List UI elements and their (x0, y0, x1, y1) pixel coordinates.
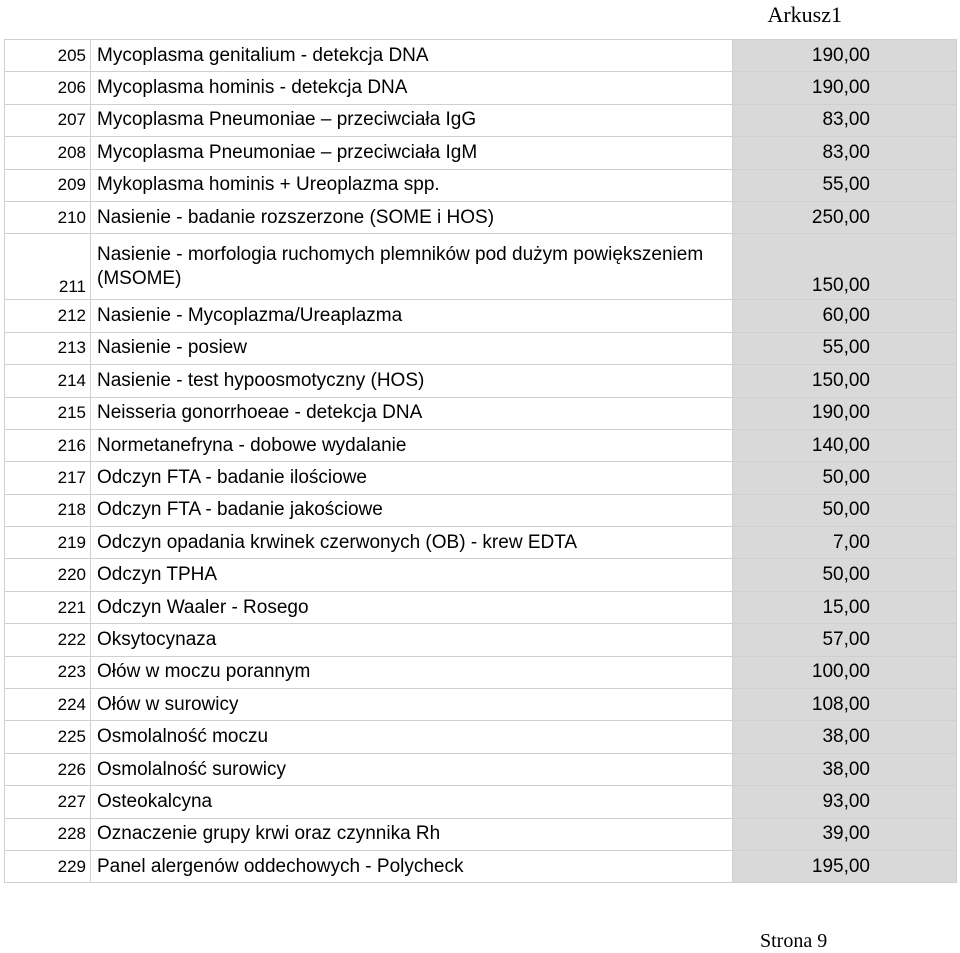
test-price: 7,00 (733, 527, 957, 559)
test-name: Nasienie - posiew (91, 332, 733, 364)
table-row (5, 40, 957, 72)
table-row (5, 494, 957, 526)
test-price: 195,00 (733, 850, 957, 882)
table-row (5, 462, 957, 494)
table-row (5, 850, 957, 882)
row-number: 214 (5, 365, 91, 397)
table-row (5, 137, 957, 169)
test-price: 190,00 (733, 72, 957, 104)
row-number: 209 (5, 169, 91, 201)
sheet-name: Arkusz1 (767, 2, 842, 27)
row-number: 207 (5, 104, 91, 136)
test-price: 108,00 (733, 689, 957, 721)
table-row (5, 104, 957, 136)
row-number: 221 (5, 591, 91, 623)
row-number: 226 (5, 753, 91, 785)
row-number: 228 (5, 818, 91, 850)
table-row (5, 656, 957, 688)
row-number: 215 (5, 397, 91, 429)
row-number: 225 (5, 721, 91, 753)
row-number: 208 (5, 137, 91, 169)
test-price: 150,00 (733, 234, 957, 300)
row-number: 212 (5, 300, 91, 332)
table-row (5, 818, 957, 850)
test-name: Odczyn opadania krwinek czerwonych (OB) - krew EDTA (91, 527, 733, 559)
row-number: 227 (5, 786, 91, 818)
row-number: 219 (5, 527, 91, 559)
row-number: 222 (5, 624, 91, 656)
table-row (5, 624, 957, 656)
table-row (5, 169, 957, 201)
table-row (5, 397, 957, 429)
test-name: Nasienie - test hypoosmotyczny (HOS) (91, 365, 733, 397)
test-name: Nasienie - morfologia ruchomych plemników pod dużym powiększeniem (MSOME) (91, 234, 733, 300)
test-price: 100,00 (733, 656, 957, 688)
test-price: 83,00 (733, 137, 957, 169)
table-row (5, 786, 957, 818)
test-name: Mycoplasma Pneumoniae – przeciwciała IgG (91, 104, 733, 136)
table-row (5, 234, 957, 300)
test-name: Mycoplasma genitalium - detekcja DNA (91, 40, 733, 72)
test-name: Panel alergenów oddechowych - Polycheck (91, 850, 733, 882)
table-row (5, 201, 957, 233)
test-name: Odczyn TPHA (91, 559, 733, 591)
row-number: 223 (5, 656, 91, 688)
table-row (5, 72, 957, 104)
test-price: 190,00 (733, 397, 957, 429)
row-number: 211 (5, 234, 91, 300)
test-price: 38,00 (733, 721, 957, 753)
row-number: 213 (5, 332, 91, 364)
test-price: 55,00 (733, 169, 957, 201)
test-name: Osmolalność moczu (91, 721, 733, 753)
test-name: Osmolalność surowicy (91, 753, 733, 785)
test-price: 50,00 (733, 559, 957, 591)
table-row (5, 753, 957, 785)
test-name: Neisseria gonorrhoeae - detekcja DNA (91, 397, 733, 429)
test-price: 140,00 (733, 429, 957, 461)
test-name: Ołów w surowicy (91, 689, 733, 721)
table-row (5, 365, 957, 397)
test-price: 150,00 (733, 365, 957, 397)
test-name: Nasienie - Mycoplazma/Ureaplazma (91, 300, 733, 332)
test-price: 50,00 (733, 462, 957, 494)
test-name: Nasienie - badanie rozszerzone (SOME i HOS) (91, 201, 733, 233)
row-number: 216 (5, 429, 91, 461)
table-row (5, 300, 957, 332)
row-number: 210 (5, 201, 91, 233)
row-number: 218 (5, 494, 91, 526)
row-number: 220 (5, 559, 91, 591)
table-row (5, 591, 957, 623)
table-row (5, 429, 957, 461)
test-name: Osteokalcyna (91, 786, 733, 818)
table-row (5, 721, 957, 753)
test-name: Oznaczenie grupy krwi oraz czynnika Rh (91, 818, 733, 850)
test-price: 38,00 (733, 753, 957, 785)
test-price: 15,00 (733, 591, 957, 623)
test-price: 190,00 (733, 40, 957, 72)
row-number: 206 (5, 72, 91, 104)
test-price: 60,00 (733, 300, 957, 332)
page-number: Strona 9 (760, 930, 828, 952)
price-table (4, 39, 957, 883)
test-name: Odczyn FTA - badanie ilościowe (91, 462, 733, 494)
table-row (5, 689, 957, 721)
table-row (5, 527, 957, 559)
test-price: 83,00 (733, 104, 957, 136)
test-price: 57,00 (733, 624, 957, 656)
test-price: 93,00 (733, 786, 957, 818)
test-price: 39,00 (733, 818, 957, 850)
test-price: 50,00 (733, 494, 957, 526)
test-name: Ołów w moczu porannym (91, 656, 733, 688)
table-row (5, 332, 957, 364)
test-price: 55,00 (733, 332, 957, 364)
test-name: Mykoplasma hominis + Ureoplazma spp. (91, 169, 733, 201)
test-price: 250,00 (733, 201, 957, 233)
test-name: Normetanefryna - dobowe wydalanie (91, 429, 733, 461)
test-name: Mycoplasma hominis - detekcja DNA (91, 72, 733, 104)
row-number: 205 (5, 40, 91, 72)
test-name: Odczyn FTA - badanie jakościowe (91, 494, 733, 526)
row-number: 217 (5, 462, 91, 494)
table-row (5, 559, 957, 591)
row-number: 229 (5, 850, 91, 882)
test-name: Oksytocynaza (91, 624, 733, 656)
row-number: 224 (5, 689, 91, 721)
test-name: Odczyn Waaler - Rosego (91, 591, 733, 623)
test-name: Mycoplasma Pneumoniae – przeciwciała IgM (91, 137, 733, 169)
